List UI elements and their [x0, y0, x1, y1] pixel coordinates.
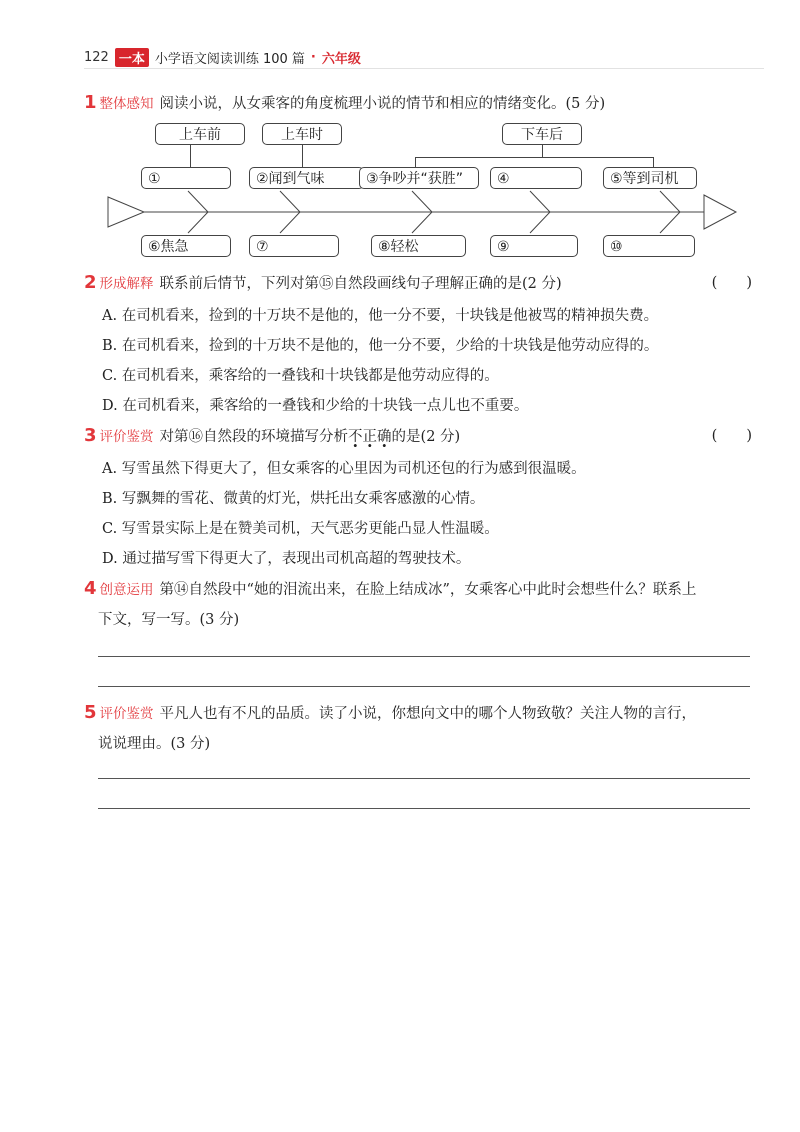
- question-tag: 创意运用: [99, 582, 154, 598]
- series-title: 小学语文阅读训练 100 篇: [154, 52, 305, 67]
- box-4: ④: [490, 167, 582, 189]
- fishbone-spine: [100, 185, 745, 235]
- answer-line[interactable]: [98, 656, 750, 657]
- page-number: 122: [84, 50, 109, 65]
- box-10: ⑩: [603, 235, 695, 257]
- grade-dot: ·: [310, 50, 316, 65]
- answer-line[interactable]: [98, 808, 750, 809]
- question-text: 对第⑯自然段的环境描写分析: [159, 429, 349, 445]
- question-text-end: 的是(2 分): [391, 429, 461, 445]
- stage-during: 上车时: [262, 123, 342, 145]
- answer-line[interactable]: [98, 686, 750, 687]
- option-c: C. 写雪景实际上是在赞美司机，天气恶劣更能凸显人性温暖。: [102, 521, 499, 537]
- question-3: [84, 423, 752, 450]
- box-6: ⑥焦急: [141, 235, 231, 257]
- connector: [415, 157, 416, 167]
- option-b: B. 写飘舞的雪花、微黄的灯光，烘托出女乘客感激的心情。: [102, 491, 485, 507]
- option-b: B. 在司机看来，捡到的十万块不是他的，他一分不要，少给的十块钱是他劳动应得的。: [102, 338, 659, 354]
- box-5: ⑤等到司机: [603, 167, 697, 189]
- option-d: D. 在司机看来，乘客给的一叠钱和少给的十块钱一点儿也不重要。: [102, 398, 529, 414]
- question-tag: 整体感知: [99, 96, 154, 112]
- box-7: ⑦: [249, 235, 339, 257]
- box-1: ①: [141, 167, 231, 189]
- stage-before: 上车前: [155, 123, 245, 145]
- question-1: [84, 90, 752, 117]
- question-tag: 形成解释: [99, 276, 154, 292]
- box-2: ②闻到气味: [249, 167, 364, 189]
- question-text-cont: 说说理由。(3 分): [98, 736, 211, 752]
- question-5: [84, 700, 752, 727]
- question-4: [84, 576, 752, 603]
- question-2: [84, 270, 752, 297]
- emphasis-char: 确: [377, 429, 392, 445]
- question-text-cont: 下文，写一写。(3 分): [98, 612, 240, 628]
- header-divider: [84, 68, 764, 69]
- question-text: 平凡人也有不凡的品质。读了小说，你想向文中的哪个人物致敬？关注人物的言行，: [159, 706, 697, 722]
- option-d: D. 通过描写雪下得更大了，表现出司机高超的驾驶技术。: [102, 551, 471, 567]
- brand-logo: 一本: [115, 48, 149, 67]
- answer-paren[interactable]: ( ): [711, 275, 752, 291]
- question-text: 联系前后情节，下列对第⑮自然段画线句子理解正确的是(2 分): [159, 276, 562, 292]
- answer-paren[interactable]: ( ): [711, 428, 752, 444]
- connector: [190, 145, 191, 167]
- connector: [542, 145, 543, 157]
- option-c: C. 在司机看来，乘客给的一叠钱和十块钱都是他劳动应得的。: [102, 368, 499, 384]
- answer-line[interactable]: [98, 778, 750, 779]
- question-number: 3: [84, 425, 97, 446]
- connector: [415, 157, 653, 158]
- question-number: 5: [84, 702, 97, 723]
- connector: [302, 145, 303, 167]
- box-3: ③争吵并“获胜”: [359, 167, 479, 189]
- question-tag: 评价鉴赏: [99, 429, 154, 445]
- question-text: 第⑭自然段中“她的泪流出来，在脸上结成冰”，女乘客心中此时会想些什么？联系上: [159, 582, 697, 598]
- grade-label: 六年级: [321, 52, 361, 67]
- page-header: [84, 48, 361, 67]
- option-a: A. 写雪虽然下得更大了，但女乘客的心里因为司机还包的行为感到很温暖。: [102, 461, 586, 477]
- emphasis-char: 不: [348, 429, 363, 445]
- question-text: 阅读小说，从女乘客的角度梳理小说的情节和相应的情绪变化。(5 分): [159, 96, 606, 112]
- option-a: A. 在司机看来，捡到的十万块不是他的，他一分不要，十块钱是他被骂的精神损失费。: [102, 308, 659, 324]
- question-number: 2: [84, 272, 97, 293]
- emphasis-char: 正: [362, 429, 378, 445]
- stage-after: 下车后: [502, 123, 582, 145]
- question-tag: 评价鉴赏: [99, 706, 154, 722]
- question-number: 1: [84, 92, 97, 113]
- connector: [653, 157, 654, 167]
- question-number: 4: [84, 578, 97, 599]
- box-9: ⑨: [490, 235, 578, 257]
- box-8: ⑧轻松: [371, 235, 466, 257]
